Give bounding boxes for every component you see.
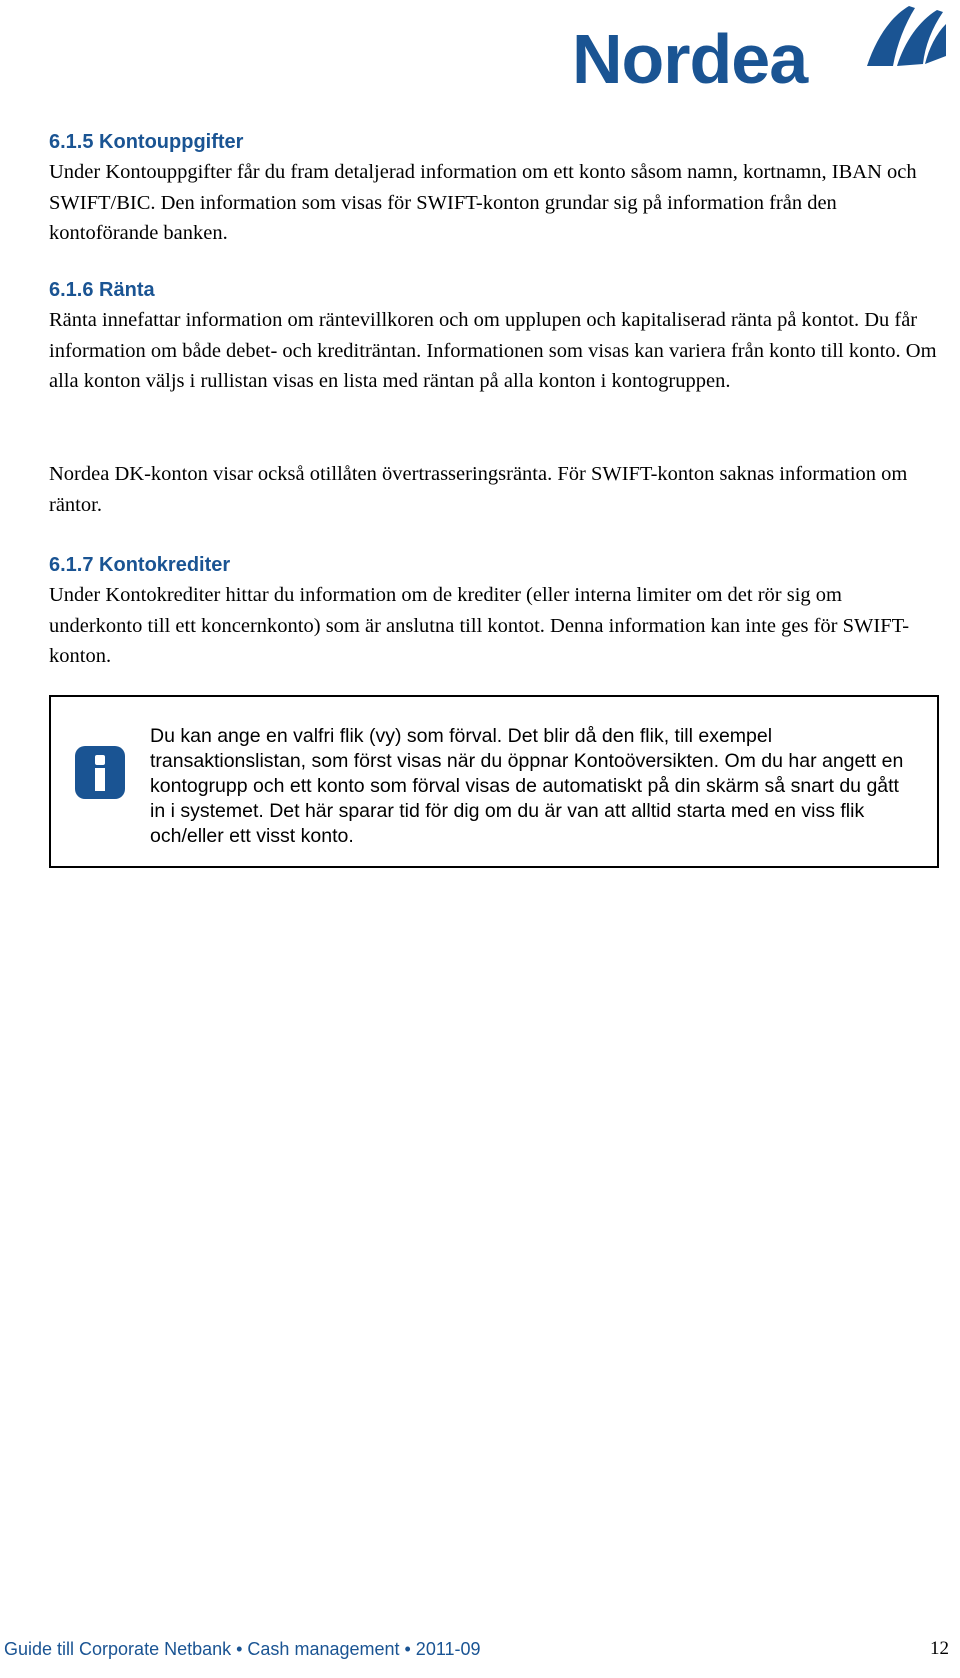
section-body: Ränta innefattar information om räntevillkoren och om upplupen och kapitaliserad ränta på kontot. Du får information om både debet- och krediträntan. Informationen som visas kan variera från konto till konto. Om alla konton väljs i rullistan visas en lista med räntan på alla konton i kontogruppen.	[49, 309, 937, 392]
section-kontokrediter	[49, 550, 939, 672]
logo-wordmark: Nordea	[572, 20, 808, 98]
section-body: Under Kontouppgifter får du fram detaljerad information om ett konto såsom namn, kortnamn, IBAN och SWIFT/BIC. Den information som visas för SWIFT-konton grundar sig på information från den kontoförande banken.	[49, 161, 917, 244]
sail-icon	[857, 6, 947, 71]
page-number: 12	[930, 1638, 949, 1659]
info-note-box	[49, 695, 939, 868]
info-icon	[75, 746, 125, 799]
section-heading: 6.1.7 Kontokrediter	[49, 554, 231, 576]
section-ranta-paragraph-2	[49, 459, 939, 520]
section-heading: 6.1.6 Ränta	[49, 279, 155, 301]
section-body: Nordea DK-konton visar också otillåten övertrasseringsränta. För SWIFT-konton saknas information om räntor.	[49, 463, 908, 516]
footer-document-title: Guide till Corporate Netbank • Cash management • 2011-09	[4, 1639, 481, 1659]
section-kontouppgifter	[49, 127, 939, 249]
note-text: Du kan ange en valfri flik (vy) som förval. Det blir då den flik, till exempel transaktionslistan, som först visas när du öppnar Kontoöversikten. Om du har angett en kontogrupp och ett konto som förval visas de automatiskt på din skärm så snart du gått in i systemet. Det här sparar tid för dig om du är van att alltid starta med en viss flik och/eller ett visst konto.	[150, 725, 904, 847]
nordea-logo	[572, 6, 947, 98]
section-body: Under Kontokrediter hittar du information om de krediter (eller interna limiter om det rör sig om underkonto till ett koncernkonto) som är anslutna till kontot. Denna information kan inte ges för SWIFT-konton.	[49, 584, 910, 667]
section-ranta	[49, 275, 939, 397]
section-heading: 6.1.5 Kontouppgifter	[49, 131, 244, 153]
